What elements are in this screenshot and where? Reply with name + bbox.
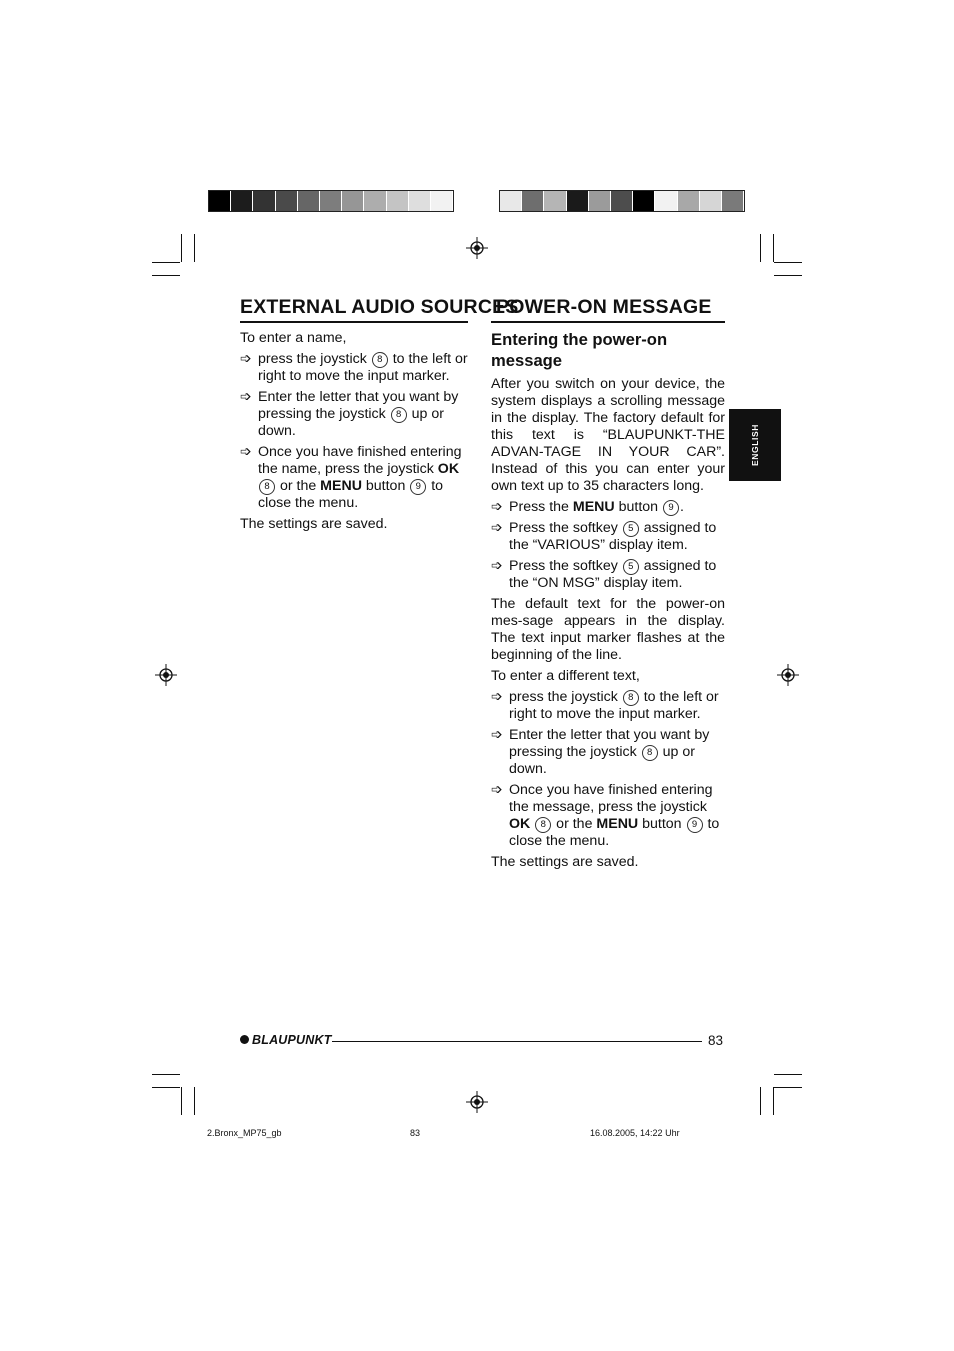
- crop-mark: [152, 262, 180, 263]
- color-swatch: [678, 191, 700, 211]
- color-swatch: [409, 191, 431, 211]
- brand-logo: BLAUPUNKT: [240, 1033, 332, 1047]
- crop-mark: [774, 275, 802, 276]
- color-swatch: [700, 191, 722, 211]
- crop-mark: [760, 1087, 761, 1115]
- list-item: ➩ Press the MENU button 9 .: [491, 498, 684, 515]
- arrow-right-icon: ➩: [240, 388, 252, 404]
- color-swatch: [589, 191, 611, 211]
- list-item: ➩ Once you have finished entering the message, press the joystick OK 8 or the MENU button 9 to close the menu.: [491, 781, 720, 849]
- key-number-badge: 8: [535, 817, 551, 833]
- color-swatch: [320, 191, 342, 211]
- arrow-right-icon: ➩: [491, 781, 503, 797]
- crop-mark: [773, 234, 774, 262]
- key-number-badge: 9: [663, 500, 679, 516]
- crop-mark: [152, 1087, 180, 1088]
- slug-file: 2.Bronx_MP75_gb: [207, 1128, 282, 1138]
- page-number: 83: [708, 1033, 724, 1048]
- section-title-right: POWER-ON MESSAGE: [496, 296, 712, 318]
- crop-mark: [152, 275, 180, 276]
- color-swatch: [500, 191, 522, 211]
- crop-mark: [774, 262, 802, 263]
- slug-page: 83: [410, 1128, 421, 1138]
- arrow-right-icon: ➩: [491, 688, 503, 704]
- key-number-badge: 8: [391, 407, 407, 423]
- key-number-badge: 8: [642, 745, 658, 761]
- crop-mark: [181, 1087, 182, 1115]
- color-swatch: [276, 191, 298, 211]
- paragraph: After you switch on your device, the system displays a scrolling message in the display. The factory default for this text is “BLAUPUNKT-THE ADVAN-TAGE IN YOUR CAR”. Instead of this you can enter your own text up to 35 characters long.: [491, 376, 725, 494]
- color-swatch: [611, 191, 633, 211]
- list-item: ➩ Press the softkey 5 assigned to the “ON MSG” display item.: [491, 557, 717, 591]
- arrow-right-icon: ➩: [491, 519, 503, 535]
- key-number-badge: 5: [623, 521, 639, 537]
- color-swatch: [431, 191, 453, 211]
- subheading: Entering the power-on message: [491, 330, 668, 370]
- heading-rule-right: [491, 321, 725, 323]
- crop-mark: [194, 1087, 195, 1115]
- color-strip-right: [499, 190, 745, 212]
- list-item: ➩ Once you have finished entering the name, press the joystick OK 8 or the MENU button 9 to close the menu.: [240, 443, 462, 511]
- key-number-badge: 8: [259, 479, 275, 495]
- list-item: ➩ press the joystick 8 to the left or right to move the input marker.: [240, 350, 468, 384]
- key-number-badge: 8: [623, 690, 639, 706]
- arrow-right-icon: ➩: [491, 498, 503, 514]
- intro-text: To enter a name,: [240, 330, 347, 346]
- footer-rule: [332, 1041, 702, 1042]
- color-swatch: [544, 191, 566, 211]
- color-swatch: [522, 191, 544, 211]
- crop-mark: [774, 1087, 802, 1088]
- arrow-right-icon: ➩: [491, 557, 503, 573]
- registration-mark-icon: [466, 237, 488, 259]
- crop-mark: [181, 234, 182, 262]
- arrow-right-icon: ➩: [240, 350, 252, 366]
- color-swatch: [298, 191, 320, 211]
- color-swatch: [722, 191, 744, 211]
- color-swatch: [387, 191, 409, 211]
- paragraph: The default text for the power-on mes-sage appears in the display. The text input marker flashes at the beginning of the line.: [491, 596, 725, 663]
- brand-dot-icon: [240, 1035, 249, 1044]
- key-number-badge: 8: [372, 352, 388, 368]
- registration-mark-icon: [466, 1091, 488, 1113]
- list-item: ➩ press the joystick 8 to the left or right to move the input marker.: [491, 688, 719, 722]
- registration-mark-icon: [155, 664, 177, 686]
- left-column: [240, 330, 468, 537]
- outro-text: The settings are saved.: [491, 854, 639, 870]
- intro-text: To enter a different text,: [491, 668, 640, 684]
- outro-text: The settings are saved.: [240, 516, 388, 532]
- list-item: ➩ Enter the letter that you want by pressing the joystick 8 up or down.: [491, 726, 710, 777]
- arrow-right-icon: ➩: [491, 726, 503, 742]
- crop-mark: [773, 1087, 774, 1115]
- crop-mark: [760, 234, 761, 262]
- right-column: [491, 330, 725, 875]
- color-swatch: [567, 191, 589, 211]
- color-swatch: [342, 191, 364, 211]
- color-swatch: [209, 191, 231, 211]
- list-item: ➩ Enter the letter that you want by pressing the joystick 8 up or down.: [240, 388, 459, 439]
- key-number-badge: 5: [623, 559, 639, 575]
- heading-rule-left: [240, 321, 468, 323]
- list-item: ➩ Press the softkey 5 assigned to the “VARIOUS” display item.: [491, 519, 717, 553]
- key-number-badge: 9: [410, 479, 426, 495]
- registration-mark-icon: [777, 664, 799, 686]
- arrow-right-icon: ➩: [240, 443, 252, 459]
- color-swatch: [231, 191, 253, 211]
- color-swatch: [655, 191, 677, 211]
- color-strip-left: [208, 190, 454, 212]
- language-tab: [729, 409, 781, 481]
- color-swatch: [253, 191, 275, 211]
- crop-mark: [774, 1074, 802, 1075]
- language-tab-label: ENGLISH: [750, 424, 760, 466]
- slug-date: 16.08.2005, 14:22 Uhr: [590, 1128, 680, 1138]
- color-swatch: [633, 191, 655, 211]
- crop-mark: [194, 234, 195, 262]
- color-swatch: [364, 191, 386, 211]
- key-number-badge: 9: [687, 817, 703, 833]
- section-title-left: EXTERNAL AUDIO SOURCES: [240, 296, 519, 318]
- crop-mark: [152, 1074, 180, 1075]
